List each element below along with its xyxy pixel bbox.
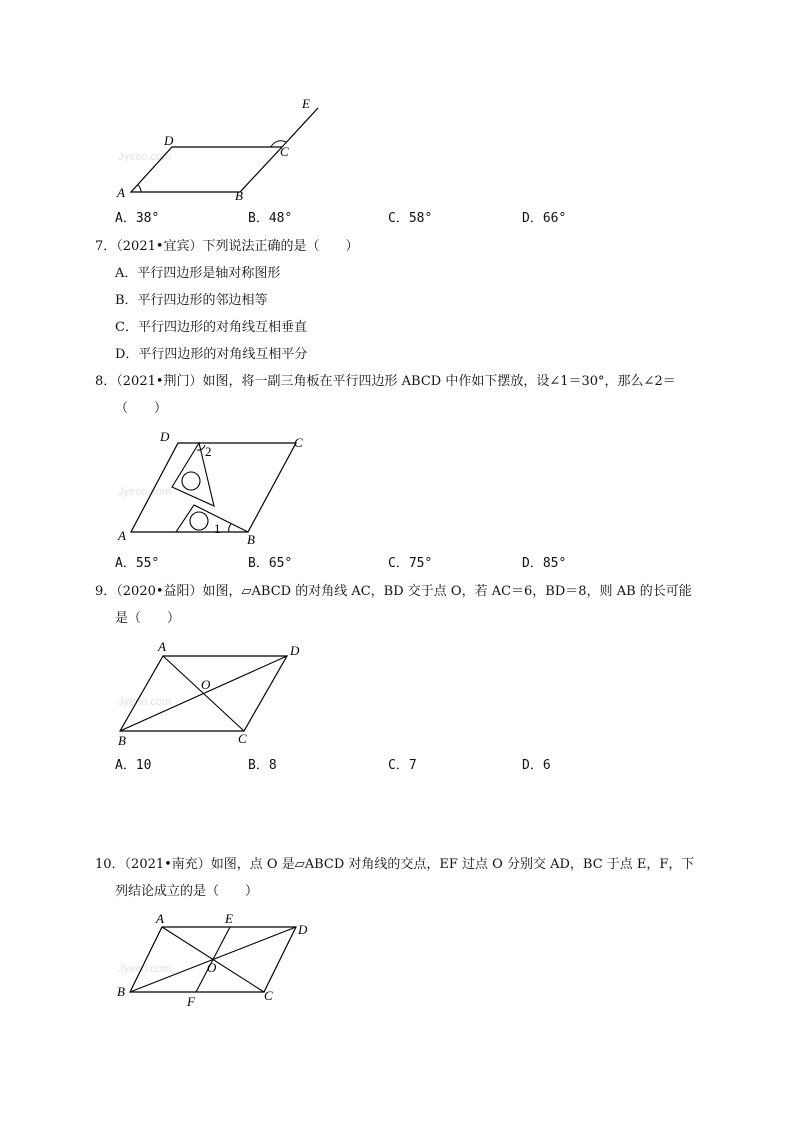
q9-stem: 9．（2020•益阳）如图，▱ABCD 的对角线 AC，BD 交于点 O，若 AC＝6，BD＝8，则 AB 的长可能 — [95, 584, 692, 599]
q9-option-b[interactable]: B．8 — [248, 758, 277, 773]
q6-option-c[interactable]: C．58° — [388, 211, 433, 226]
point-label-A: A — [158, 639, 166, 654]
point-label-D: D — [290, 643, 300, 658]
figure-q9-parallelogram — [110, 635, 340, 750]
q8-option-a[interactable]: A．55° — [115, 556, 160, 571]
point-label-B: B — [235, 188, 243, 203]
point-label-D: D — [164, 133, 174, 148]
point-label-D: D — [298, 922, 308, 937]
q7-option-d[interactable]: D．平行四边形的对角线互相平分 — [115, 347, 308, 362]
point-label-D: D — [160, 429, 170, 444]
point-label-C: C — [280, 144, 289, 159]
point-label-A: A — [118, 528, 126, 543]
q8-option-b[interactable]: B．65° — [248, 556, 293, 571]
q10-stem-continued: 列结论成立的是（ ） — [115, 884, 259, 899]
q6-option-b[interactable]: B．48° — [248, 211, 293, 226]
watermark: Jyeoo.com — [118, 696, 172, 708]
point-label-O: O — [201, 677, 211, 692]
q8-stem: 8．（2021•荆门）如图，将一副三角板在平行四边形 ABCD 中作如下摆放，设∠1＝30°，那么∠2＝ — [95, 374, 676, 389]
angle-label-1: 1 — [214, 521, 221, 536]
q9-stem-continued: 是（ ） — [115, 611, 181, 626]
point-label-O: O — [207, 960, 217, 975]
watermark: Jyeoo.com — [118, 151, 172, 163]
q6-option-d[interactable]: D．66° — [522, 211, 567, 226]
angle-label-2: 2 — [205, 444, 212, 459]
q10-stem: 10．（2021•南充）如图，点 O 是▱ABCD 对角线的交点，EF 过点 O 分别交 AD，BC 于点 E，F，下 — [95, 857, 695, 872]
q8-option-d[interactable]: D．85° — [522, 556, 567, 571]
q8-option-c[interactable]: C．75° — [388, 556, 433, 571]
figure-q6-parallelogram — [110, 95, 340, 205]
point-label-C: C — [264, 988, 273, 1003]
q9-option-d[interactable]: D．6 — [522, 758, 551, 773]
figure-q8-parallelogram-set-squares — [110, 425, 320, 550]
q8-stem-continued: （ ） — [115, 401, 168, 416]
point-label-F: F — [187, 994, 195, 1008]
point-label-A: A — [117, 185, 125, 200]
point-label-B: B — [118, 733, 126, 748]
q7-option-b[interactable]: B．平行四边形的邻边相等 — [115, 293, 268, 308]
point-label-B: B — [117, 984, 125, 999]
point-label-E: E — [302, 96, 310, 111]
q7-stem: 7．（2021•宜宾）下列说法正确的是（ ） — [95, 239, 359, 254]
q9-option-c[interactable]: C．7 — [388, 758, 417, 773]
q7-option-a[interactable]: A．平行四边形是轴对称图形 — [115, 266, 281, 281]
watermark: Jyeoo.com — [118, 963, 172, 975]
point-label-C: C — [294, 435, 303, 450]
q6-option-a[interactable]: A．38° — [115, 211, 160, 226]
q7-option-c[interactable]: C．平行四边形的对角线互相垂直 — [115, 320, 307, 335]
point-label-B: B — [247, 532, 255, 547]
figure-q10-parallelogram — [110, 908, 320, 1008]
point-label-E: E — [225, 911, 233, 926]
point-label-C: C — [238, 731, 247, 746]
q9-option-a[interactable]: A．10 — [115, 758, 152, 773]
watermark: Jyeoo.com — [118, 486, 172, 498]
point-label-A: A — [156, 911, 164, 926]
